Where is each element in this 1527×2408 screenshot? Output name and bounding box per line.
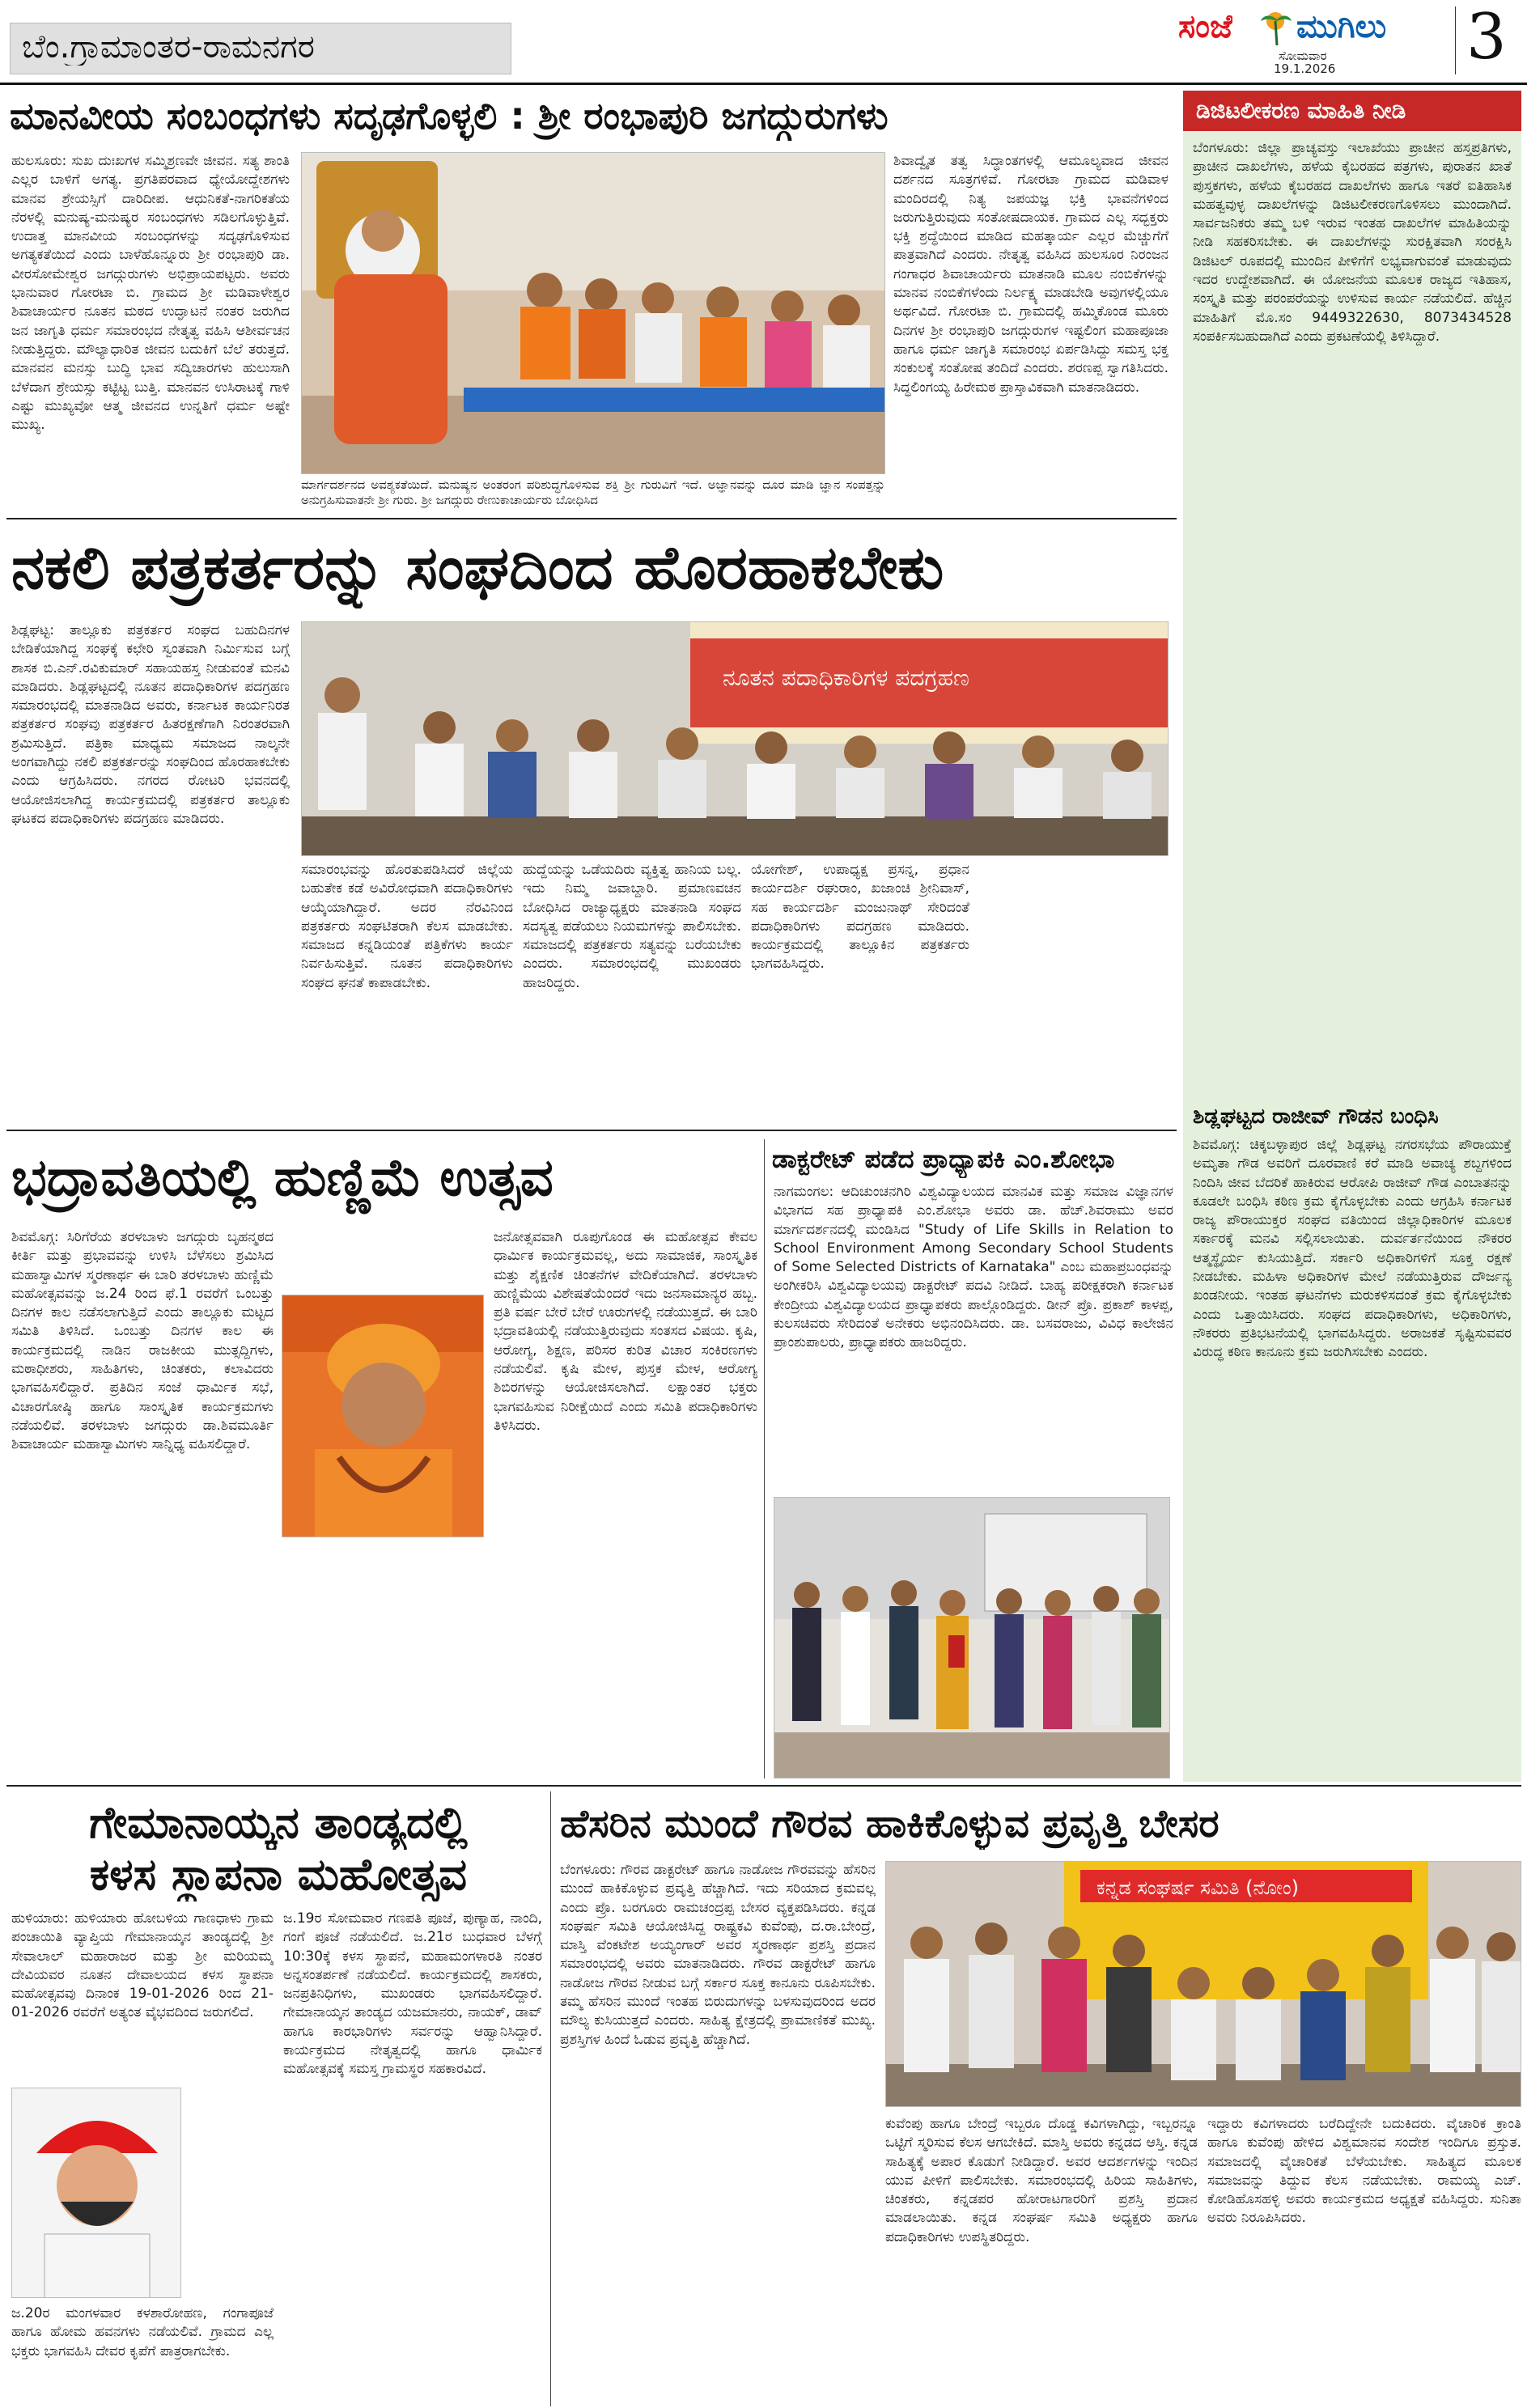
brand-part1: ಸಂಜೆ	[1178, 8, 1233, 45]
story2-column-1: ಶಿಡ್ಲಘಟ್ಟ: ತಾಲ್ಲೂಕು ಪತ್ರಕರ್ತರ ಸಂಘದ ಬಹುದಿನಗಳ ಬೇಡಿಕೆಯಾಗಿದ್ದ ಸಂಘಕ್ಕೆ ಕಛೇರಿ ಸ್ವಂತವಾಗಿ ನಿರ್ಮಿಸುವ ಬಗ್ಗೆ ಶಾಸಕ ಬಿ.ಎನ್.ರವಿಕುಮಾರ್ ಸಹಾಯಹಸ್ತ ನೀಡುವಂತೆ ಮನವಿ ಮಾಡಿದರು. ಶಿಡ್ಲಘಟ್ಟದಲ್ಲಿ ನೂತನ ಪದಾಧಿಕಾರಿಗಳ ಪದಗ್ರಹಣ ಸಮಾರಂಭದಲ್ಲಿ ಮಾತನಾಡಿದ ಅವರು, ಕರ್ನಾಟಕ ಕಾರ್ಯನಿರತ ಪತ್ರಕರ್ತರ ಸಂಘವು ಪತ್ರಕರ್ತರ ಹಿತರಕ್ಷಣೆಗಾಗಿ ನಿರಂತರವಾಗಿ ಶ್ರಮಿಸುತ್ತಿದೆ. ಪತ್ರಿಕಾ ಮಾಧ್ಯಮ ಸಮಾಜದ ನಾಲ್ಕನೇ ಅಂಗವಾಗಿದ್ದು ನಕಲಿ ಪತ್ರಕರ್ತರನ್ನು ಸಂಘದಿಂದ ಹೊರಹಾಕಬೇಕು ಎಂದು ಆಗ್ರಹಿಸಿದರು. ನಗರದ ರೋಟರಿ ಭವನದಲ್ಲಿ ಆಯೋಜಿಸಲಾಗಿದ್ದ ಕಾರ್ಯಕ್ರಮದಲ್ಲಿ ಪತ್ರಕರ್ತರ ತಾಲ್ಲೂಕು ಘಟಕದ ಪದಾಧಿಕಾರಿಗಳು ಪದಗ್ರಹಣ ಮಾಡಿದರು.	[11, 622, 290, 827]
story6-rule-left	[550, 1791, 551, 2406]
story3-column-2: ಜನೋತ್ಸವವಾಗಿ ರೂಪುಗೊಂಡ ಈ ಮಹೋತ್ಸವ ಕೇವಲ ಧಾರ್ಮಿಕ ಕಾರ್ಯಕ್ರಮವಲ್ಲ, ಅದು ಸಾಮಾಜಿಕ, ಸಾಂಸ್ಕೃತಿಕ ಮತ್ತು ಶೈಕ್ಷಣಿಕ ಚಿಂತನೆಗಳ ವೇದಿಕೆಯಾಗಿದೆ. ತರಳಬಾಳು ಹುಣ್ಣಿಮೆಯ ವಿಶೇಷತೆಯೆಂದರೆ ಇದು ಜನಸಾಮಾನ್ಯರ ಹಬ್ಬ. ಪ್ರತಿ ವರ್ಷ ಬೇರೆ ಬೇರೆ ಊರುಗಳಲ್ಲಿ ನಡೆಯುತ್ತದೆ. ಈ ಬಾರಿ ಭದ್ರಾವತಿಯಲ್ಲಿ ನಡೆಯುತ್ತಿರುವುದು ಸಂತಸದ ವಿಷಯ. ಕೃಷಿ, ಆರೋಗ್ಯ, ಶಿಕ್ಷಣ, ಪರಿಸರ ಕುರಿತ ವಿಚಾರ ಸಂಕಿರಣಗಳು ನಡೆಯಲಿವೆ. ಕೃಷಿ ಮೇಳ, ಪುಸ್ತಕ ಮೇಳ, ಆರೋಗ್ಯ ಶಿಬಿರಗಳನ್ನು ಆಯೋಜಿಸಲಾಗಿದೆ. ಲಕ್ಷಾಂತರ ಭಕ್ತರು ಭಾಗವಹಿಸುವ ನಿರೀಕ್ಷೆಯಿದೆ ಎಂದು ಸಮಿತಿ ಪದಾಧಿಕಾರಿಗಳು ತಿಳಿಸಿದರು.	[494, 1229, 757, 1434]
sevalal-maharaj-portrait	[12, 2088, 181, 2298]
journalists-stage-image	[302, 622, 1169, 856]
story2-column-3: ಹುದ್ದೆಯನ್ನು ಒಡೆಯದಿರು ವ್ಯಕ್ತಿತ್ವ ಹಾನಿಯ ಬಲ್ಲ. ಇದು ನಿಮ್ಮ ಜವಾಬ್ದಾರಿ. ಪ್ರಮಾಣವಚನ ಬೋಧಿಸಿದ ರಾಜ್ಯಾಧ್ಯಕ್ಷರು ಮಾತನಾಡಿ ಸಂಘದ ಸದಸ್ಯತ್ವ ಪಡೆಯಲು ನಿಯಮಗಳನ್ನು ಪಾಲಿಸಬೇಕು. ಸಮಾಜದಲ್ಲಿ ಪತ್ರಕರ್ತರು ಸತ್ಯವನ್ನು ಬರೆಯಬೇಕು ಎಂದರು. ಸಮಾರಂಭದಲ್ಲಿ ಮುಖಂಡರು ಹಾಜರಿದ್ದರು.	[523, 862, 741, 991]
section-tab	[10, 23, 511, 74]
story5-headline-line2: ಕಳಸ ಸ್ಥಾಪನಾ ಮಹೋತ್ಸವ	[89, 1849, 468, 1900]
story6-headline: ಹೆಸರಿನ ಮುಂದೆ ಗೌರವ ಹಾಕಿಕೊಳ್ಳುವ ಪ್ರವೃತ್ತಿ ಬೇಸರ	[560, 1801, 1219, 1846]
story1-column-3: ಶಿವಾದ್ವೈತ ತತ್ವ ಸಿದ್ಧಾಂತಗಳಲ್ಲಿ ಆಮೂಲ್ಯವಾದ ಜೀವನ ದರ್ಶನದ ಸೂತ್ರಗಳಿವೆ. ಗೋರಟಾ ಗ್ರಾಮದ ಮಡಿವಾಳ ಮಂದಿರದಲ್ಲಿ ನಿತ್ಯ ಜಪಯಜ್ಞ ಭಕ್ತಿ ಭಾವನೆಗಳಿಂದ ಜರುಗುತ್ತಿರುವುದು ಸಂತೋಷದಾಯಕ. ಗ್ರಾಮದ ಎಲ್ಲ ಸದ್ಭಕ್ತರು ಭಕ್ತಿ ಶ್ರದ್ಧೆಯಿಂದ ಮಾಡಿದ ಮಹತ್ಕಾರ್ಯ ಎಲ್ಲರ ಮೆಚ್ಚುಗೆಗೆ ಪಾತ್ರವಾಗಿದೆ ಎಂದರು. ನೇತೃತ್ವ ವಹಿಸಿದ ಹುಲಸೂರ ನಿರಂಜನ ಗಂಗಾಧರ ಶಿವಾಚಾರ್ಯರು ಮಾತನಾಡಿ ಮೂಲ ನಂಬಿಕೆಗಳನ್ನು ಮಾನವ ನಂಬಿಕೆಗಳೆಂದು ನಿರ್ಲಕ್ಷ್ಯ ಮಾಡಬೇಡಿ ಅವುಗಳಲ್ಲಿಯೂ ಅರ್ಥವಿದೆ. ಗೋರಟಾ ಬಿ. ಗ್ರಾಮದಲ್ಲಿ ಹಮ್ಮಿಕೊಂಡ ಮೂರು ದಿನಗಳ ಶ್ರೀ ರಂಭಾಪುರಿ ಜಗದ್ಗುರುಗಳ ಇಷ್ಟಲಿಂಗ ಮಹಾಪೂಜಾ ಹಾಗೂ ಧರ್ಮ ಜಾಗೃತಿ ಸಮಾರಂಭ ಏರ್ಪಡಿಸಿದ್ದು ಸಮಸ್ತ ಭಕ್ತ ಸಂಕುಲಕ್ಕೆ ಸಂತೋಷ ತಂದಿದೆ ಎಂದರು. ಶರಣಪ್ಪ ಸ್ವಾಗತಿಸಿದರು. ಸಿದ್ಧಲಿಂಗಯ್ಯ ಹಿರೇಮಠ ಪ್ರಾಸ್ತಾವಿಕವಾಗಿ ಮಾತನಾಡಿದರು.	[893, 153, 1169, 396]
header-divider	[1455, 6, 1456, 74]
sidebar-headline-box	[1183, 91, 1521, 131]
rule-story1	[6, 518, 1177, 519]
story5-photo	[11, 2088, 181, 2298]
story6-photo	[885, 1861, 1521, 2107]
story5-headline-line1: ಗೇಮಾನಾಯ್ಕನ ತಾಂಡ್ಯದಲ್ಲಿ	[89, 1797, 468, 1848]
swamiji-ceremony-image	[302, 153, 885, 474]
story4-rule-left	[764, 1139, 765, 1778]
story1-column-1: ಹುಲಸೂರು: ಸುಖ ದುಃಖಗಳ ಸಮ್ಮಿಶ್ರಣವೇ ಜೀವನ. ಸತ್ಯ ಶಾಂತಿ ಎಲ್ಲರ ಬಾಳಿಗೆ ಅಗತ್ಯ. ಪ್ರಗತಿಪರವಾದ ಧ್ಯೇಯೋದ್ದೇಶಗಳು ಮಾನವ ಶ್ರೇಯಸ್ಸಿಗೆ ದಾರಿದೀಪ. ಆಧುನಿಕತೆ-ನಾಗರಿಕತೆಯ ನೆರಳಲ್ಲಿ ಮನುಷ್ಯ-ಮನುಷ್ಯರ ಸಂಬಂಧಗಳು ಸಡಿಲಗೊಳ್ಳುತ್ತಿವೆ. ಉದಾತ್ತ ಮಾನವೀಯ ಸಂಬಂಧಗಳನ್ನು ಸದೃಢಗೊಳಿಸುವ ಅಗತ್ಯಕತೆಯಿದೆ ಎಂದು ಬಾಳೆಹೊನ್ನೂರು ಶ್ರೀ ರಂಭಾಪುರಿ ಡಾ. ವೀರಸೋಮೇಶ್ವರ ಜಗದ್ಗುರುಗಳು ಅಭಿಪ್ರಾಯಪಟ್ಟರು. ಅವರು ಭಾನುವಾರ ಗೋರಟಾ ಬಿ. ಗ್ರಾಮದ ಶ್ರೀ ಮಡಿವಾಳೇಶ್ವರ ಶಿವಾಚಾರ್ಯರ ನೂತನ ಮಠದ ಉದ್ಘಾಟನೆ ನಂತರ ಜರುಗಿದ ಜನ ಜಾಗೃತಿ ಧರ್ಮ ಸಮಾರಂಭದ ನೇತೃತ್ವ ವಹಿಸಿ ಆಶೀರ್ವಚನ ನೀಡುತ್ತಿದ್ದರು. ಮೌಲ್ಯಾಧಾರಿತ ಜೀವನ ಬದುಕಿಗೆ ಬೆಲೆ ತರುತ್ತದೆ. ಮಾನವನ ಮನಸ್ಸು ಬುದ್ಧಿ ಭಾವ ಸದ್ವಿಚಾರಗಳು ಹುಲುಸಾಗಿ ಬೆಳೆದಾಗ ಶ್ರೇಯಸ್ಸು ಕಟ್ಟಿಟ್ಟ ಬುತ್ತಿ. ಮಾನವನ ಉಸಿರಾಟಕ್ಕೆ ಗಾಳಿ ಎಷ್ಟು ಮುಖ್ಯವೋ ಆತ್ಮ ಜೀವನದ ಉನ್ನತಿಗೆ ಧರ್ಮ ಅಷ್ಟೇ ಮುಖ್ಯ.	[11, 153, 290, 434]
swamiji-portrait-image	[282, 1295, 484, 1537]
story2-headline: ನಕಲಿ ಪತ್ರಕರ್ತರನ್ನು ಸಂಘದಿಂದ ಹೊರಹಾಕಬೇಕು	[11, 533, 944, 603]
story4-photo	[774, 1497, 1170, 1778]
story3-headline: ಭದ್ರಾವತಿಯಲ್ಲಿ ಹುಣ್ಣಿಮೆ ಉತ್ಸವ	[11, 1148, 554, 1208]
header-rule	[0, 83, 1527, 85]
story1-photo	[301, 152, 885, 474]
date: 19.1.2026	[1274, 61, 1336, 76]
rule-story2	[6, 1130, 1177, 1131]
story4-headline: ಡಾಕ್ಟರೇಟ್ ಪಡೆದ ಪ್ರಾಧ್ಯಾಪಕಿ ಎಂ.ಶೋಭಾ	[772, 1145, 1115, 1174]
masthead	[1178, 8, 1445, 76]
banner-text: ಕನ್ನಡ ಸಂಘರ್ಷ ಸಮಿತಿ (ನೋಂ)	[1096, 1876, 1300, 1899]
story3-photo	[282, 1295, 484, 1537]
story2-column-2: ಸಮಾರಂಭವನ್ನು ಹೊರತುಪಡಿಸಿದರೆ ಜಿಲ್ಲೆಯ ಬಹುತೇಕ ಕಡೆ ಅವಿರೋಧವಾಗಿ ಪದಾಧಿಕಾರಿಗಳು ಆಯ್ಕೆಯಾಗಿದ್ದಾರೆ. ಅದರ ನೆರವಿನಿಂದ ಪತ್ರಕರ್ತರು ಸಂಘಟಿತರಾಗಿ ಕೆಲಸ ಮಾಡಬೇಕು. ಸಮಾಜದ ಕನ್ನಡಿಯಂತೆ ಪತ್ರಿಕೆಗಳು ಕಾರ್ಯ ನಿರ್ವಹಿಸುತ್ತಿವೆ. ನೂತನ ಪದಾಧಿಕಾರಿಗಳು ಸಂಘದ ಘನತೆ ಕಾಪಾಡಬೇಕು.	[301, 862, 513, 991]
story6-column-3: ಇದ್ದಾರು ಕವಿಗಳಾದರು ಬರೆದಿದ್ದೇನೇ ಬದುಕಿದರು. ವೈಚಾರಿಕ ಕ್ರಾಂತಿ ಹಾಗೂ ಕುವೆಂಪು ಹೇಳಿದ ವಿಶ್ವಮಾನವ ಸಂದೇಶ ಇಂದಿಗೂ ಪ್ರಸ್ತುತ. ಸಮಾಜದಲ್ಲಿ ವೈಚಾರಿಕತೆ ಬೆಳೆಯಬೇಕು. ಸಾಹಿತ್ಯದ ಮೂಲಕ ಸಮಾಜವನ್ನು ತಿದ್ದುವ ಕೆಲಸ ನಡೆಯಬೇಕು. ರಾಮಯ್ಯ ಎಚ್. ಕೋಡಿಹೊಸಹಳ್ಳಿ ಅವರು ಕಾರ್ಯಕ್ರಮದ ಅಧ್ಯಕ್ಷತೆ ವಹಿಸಿದ್ದರು. ಸುನಿತಾ ಅವರು ನಿರೂಪಿಸಿದರು.	[1207, 2116, 1521, 2227]
story5-column-1-top: ಹುಳಿಯಾರು: ಹುಳಿಯಾರು ಹೋಬಳಿಯ ಗಾಣಧಾಳು ಗ್ರಾಮ ಪಂಚಾಯಿತಿ ವ್ಯಾಪ್ತಿಯ ಗೇಮಾನಾಯ್ಕನ ತಾಂಡ್ಯದಲ್ಲಿ ಶ್ರೀ ಸೇವಾಲಾಲ್ ಮಹಾರಾಜರ ಮತ್ತು ಶ್ರೀ ಮರಿಯಮ್ಮ ದೇವಿಯವರ ನೂತನ ದೇವಾಲಯದ ಕಳಸ ಸ್ಥಾಪನಾ ಮಹೋತ್ಸವವು ದಿನಾಂಕ 19-01-2026 ರಿಂದ 21-01-2026 ರವರೆಗೆ ಅತ್ಯಂತ ವೈಭವದಿಂದ ಜರುಗಲಿದೆ.	[11, 1910, 274, 2021]
palm-tree-icon	[1259, 10, 1292, 45]
weekday: ಸೋಮವಾರ	[1279, 49, 1327, 63]
sidebar-body-2: ಶಿವಮೊಗ್ಗ: ಚಿಕ್ಕಬಳ್ಳಾಪುರ ಜಿಲ್ಲೆ ಶಿಡ್ಲಘಟ್ಟ ನಗರಸಭೆಯ ಪೌರಾಯುಕ್ತೆ ಅಮೃತಾ ಗೌಡ ಅವರಿಗೆ ದೂರವಾಣಿ ಕರೆ ಮಾಡಿ ಅವಾಚ್ಯ ಶಬ್ದಗಳಿಂದ ನಿಂದಿಸಿ ಜೀವ ಬೆದರಿಕೆ ಹಾಕಿರುವ ಆರೋಪಿ ರಾಜೀವ್ ಗೌಡ ಎಂಬಾತನನ್ನು ಕೂಡಲೇ ಬಂಧಿಸಿ ಕಠಿಣ ಕ್ರಮ ಕೈಗೊಳ್ಳಬೇಕು ಎಂದು ಆಗ್ರಹಿಸಿ ಕರ್ನಾಟಕ ರಾಜ್ಯ ಪೌರಾಯುಕ್ತರ ಸಂಘದ ವತಿಯಿಂದ ಜಿಲ್ಲಾಧಿಕಾರಿಗಳ ಮೂಲಕ ಸರ್ಕಾರಕ್ಕೆ ಮನವಿ ಸಲ್ಲಿಸಲಾಯಿತು. ದುರ್ವರ್ತನೆಯಿಂದ ನೌಕರರ ಆತ್ಮಸ್ಥೈರ್ಯ ಕುಸಿಯುತ್ತಿದೆ. ಸರ್ಕಾರಿ ಅಧಿಕಾರಿಗಳಿಗೆ ಸೂಕ್ತ ರಕ್ಷಣೆ ನೀಡಬೇಕು. ಮಹಿಳಾ ಅಧಿಕಾರಿಗಳ ಮೇಲೆ ನಡೆಯುತ್ತಿರುವ ದೌರ್ಜನ್ಯ ಖಂಡನೀಯ. ಇಂತಹ ಘಟನೆಗಳು ಮರುಕಳಿಸದಂತೆ ಕ್ರಮ ಕೈಗೊಳ್ಳಬೇಕು ಎಂದು ಒತ್ತಾಯಿಸಿದರು. ಸಂಘದ ಪದಾಧಿಕಾರಿಗಳು, ಅಧಿಕಾರಿಗಳು, ನೌಕರರು ಪ್ರತಿಭಟನೆಯಲ್ಲಿ ಭಾಗವಹಿಸಿದ್ದರು. ಅರಾಜಕತೆ ಸೃಷ್ಟಿಸುವವರ ವಿರುದ್ಧ ಕಠಿಣ ಕಾನೂನು ಕ್ರಮ ಜರುಗಿಸಬೇಕು ಎಂದರು.	[1193, 1137, 1512, 1361]
section-name: ಬೆಂ.ಗ್ರಾಮಾಂತರ-ರಾಮನಗರ	[22, 28, 315, 66]
story5-column-1-bottom: ಜ.20ರ ಮಂಗಳವಾರ ಕಳಶಾರೋಹಣ, ಗಂಗಾಪೂಜೆ ಹಾಗೂ ಹೋಮ ಹವನಗಳು ನಡೆಯಲಿವೆ. ಗ್ರಾಮದ ಎಲ್ಲ ಭಕ್ತರು ಭಾಗವಹಿಸಿ ದೇವರ ಕೃಪೆಗೆ ಪಾತ್ರರಾಗಬೇಕು.	[11, 2305, 274, 2359]
award-ceremony-image	[886, 1862, 1521, 2107]
story4-body: ನಾಗಮಂಗಲ: ಆದಿಚುಂಚನಗಿರಿ ವಿಶ್ವವಿದ್ಯಾಲಯದ ಮಾನವಿಕ ಮತ್ತು ಸಮಾಜ ವಿಜ್ಞಾನಗಳ ವಿಭಾಗದ ಸಹ ಪ್ರಾಧ್ಯಾಪಕಿ ಎಂ.ಶೋಭಾ ಅವರು ಡಾ. ಹೆಚ್.ಶಿವರಾಮು ಅವರ ಮಾರ್ಗದರ್ಶನದಲ್ಲಿ ಮಂಡಿಸಿದ "Study of Life Skills in Relation to School Environment Among Secondary School Students of Some Selected Districts of Karnataka" ಎಂಬ ಮಹಾಪ್ರಬಂಧವನ್ನು ಅಂಗೀಕರಿಸಿ ವಿಶ್ವವಿದ್ಯಾಲಯವು ಡಾಕ್ಟರೇಟ್ ಪದವಿ ನೀಡಿದೆ. ಬಾಹ್ಯ ಪರೀಕ್ಷಕರಾಗಿ ಕರ್ನಾಟಕ ಕೇಂದ್ರೀಯ ವಿಶ್ವವಿದ್ಯಾಲಯದ ಪ್ರಾಧ್ಯಾಪಕರು ಪಾಲ್ಗೊಂಡಿದ್ದರು. ಡೀನ್ ಪ್ರೊ. ಪ್ರಕಾಶ್ ಕಾಳಪ್ಪ, ಕುಲಸಚಿವರು ಸೇರಿದಂತೆ ಅನೇಕರು ಅಭಿನಂದಿಸಿದರು. ಡಾ. ಬಸವರಾಜು, ವಿವಿಧ ಕಾಲೇಜಿನ ಪ್ರಾಂಶುಪಾಲರು, ಪ್ರಾಧ್ಯಾಪಕರು ಹಾಜರಿದ್ದರು.	[774, 1184, 1173, 1351]
page-number: 3	[1466, 1, 1507, 74]
doctorate-felicitation-image	[774, 1498, 1170, 1778]
story6-column-2: ಕುವೆಂಪು ಹಾಗೂ ಬೇಂದ್ರೆ ಇಬ್ಬರೂ ದೊಡ್ಡ ಕವಿಗಳಾಗಿದ್ದು, ಇಬ್ಬರನ್ನೂ ಒಟ್ಟಿಗೆ ಸ್ಮರಿಸುವ ಕೆಲಸ ಆಗಬೇಕಿದೆ. ಮಾಸ್ತಿ ಅವರು ಕನ್ನಡದ ಆಸ್ತಿ. ಕನ್ನಡ ಸಾಹಿತ್ಯಕ್ಕೆ ಅಪಾರ ಕೊಡುಗೆ ನೀಡಿದ್ದಾರೆ. ಅವರ ಆದರ್ಶಗಳನ್ನು ಇಂದಿನ ಯುವ ಪೀಳಿಗೆ ಪಾಲಿಸಬೇಕು. ಸಮಾರಂಭದಲ್ಲಿ ಹಿರಿಯ ಸಾಹಿತಿಗಳು, ಚಿಂತಕರು, ಕನ್ನಡಪರ ಹೋರಾಟಗಾರರಿಗೆ ಪ್ರಶಸ್ತಿ ಪ್ರದಾನ ಮಾಡಲಾಯಿತು. ಕನ್ನಡ ಸಂಘರ್ಷ ಸಮಿತಿ ಅಧ್ಯಕ್ಷರು ಹಾಗೂ ಪದಾಧಿಕಾರಿಗಳು ಉಪಸ್ಥಿತರಿದ್ದರು.	[885, 2116, 1198, 2245]
sidebar-body: ಬೆಂಗಳೂರು: ಜಿಲ್ಲಾ ಪ್ರಾಚ್ಯವಸ್ತು ಇಲಾಖೆಯು ಪ್ರಾಚೀನ ಹಸ್ತಪ್ರತಿಗಳು, ಪ್ರಾಚೀನ ದಾಖಲೆಗಳು, ಹಳೆಯ ಕೈಬರಹದ ಪತ್ರಗಳು, ಪುರಾತನ ಖಾತೆ ಪುಸ್ತಕಗಳು, ಹಳೆಯ ಕೈಬರಹದ ದಾಖಲೆಗಳು ಹಾಗೂ ಇತರೆ ಐತಿಹಾಸಿಕ ಮಹತ್ವವುಳ್ಳ ದಾಖಲೆಗಳನ್ನು ಡಿಜಿಟಲೀಕರಣಗೊಳಿಸಲು ಮುಂದಾಗಿದೆ. ಸಾರ್ವಜನಿಕರು ತಮ್ಮ ಬಳಿ ಇರುವ ಇಂತಹ ದಾಖಲೆಗಳ ಮಾಹಿತಿಯನ್ನು ನೀಡಿ ಸಹಕರಿಸಬೇಕು. ಈ ದಾಖಲೆಗಳನ್ನು ಸುರಕ್ಷಿತವಾಗಿ ಸಂರಕ್ಷಿಸಿ ಡಿಜಿಟಲ್ ರೂಪದಲ್ಲಿ ಮುಂದಿನ ಪೀಳಿಗೆಗೆ ಲಭ್ಯವಾಗುವಂತೆ ಮಾಡುವುದು ಇದರ ಉದ್ದೇಶವಾಗಿದೆ. ಈ ಯೋಜನೆಯ ಮೂಲಕ ರಾಜ್ಯದ ಇತಿಹಾಸ, ಸಂಸ್ಕೃತಿ ಮತ್ತು ಪರಂಪರೆಯನ್ನು ಉಳಿಸುವ ಕಾರ್ಯ ನಡೆಯಲಿದೆ. ಹೆಚ್ಚಿನ ಮಾಹಿತಿಗೆ ಮೊ.ಸಂ 9449322630, 8073434528 ಸಂಪರ್ಕಿಸಬಹುದಾಗಿದೆ ಎಂದು ಪ್ರಕಟಣೆಯಲ್ಲಿ ತಿಳಿಸಿದ್ದಾರೆ.	[1193, 140, 1512, 345]
banner-text: ನೂತನ ಪದಾಧಿಕಾರಿಗಳ ಪದಗ್ರಹಣ	[723, 664, 969, 691]
header-bar	[0, 0, 1527, 81]
story1-headline: ಮಾನವೀಯ ಸಂಬಂಧಗಳು ಸದೃಢಗೊಳ್ಳಲಿ : ಶ್ರೀ ರಂಭಾಪುರಿ ಜಗದ್ಗುರುಗಳು	[10, 94, 889, 138]
story3-column-1: ಶಿವಮೊಗ್ಗ: ಸಿರಿಗೆರೆಯ ತರಳಬಾಳು ಜಗದ್ಗುರು ಬೃಹನ್ಮಠದ ಕೀರ್ತಿ ಮತ್ತು ಪ್ರಭಾವವನ್ನು ಉಳಿಸಿ ಬೆಳೆಸಲು ಶ್ರಮಿಸಿದ ಮಹಾಸ್ವಾಮಿಗಳ ಸ್ಮರಣಾರ್ಥ ಈ ಬಾರಿ ತರಳಬಾಳು ಹುಣ್ಣಿಮೆ ಮಹೋತ್ಸವವನ್ನು ಜ.24 ರಿಂದ ಫೆ.1 ರವರೆಗೆ ಒಂಬತ್ತು ದಿನಗಳ ಕಾಲ ನಡೆಸಲಾಗುತ್ತಿದೆ ಎಂದು ತಾಲ್ಲೂಕು ಮಟ್ಟದ ಸಮಿತಿ ತಿಳಿಸಿದೆ. ಒಂಬತ್ತು ದಿನಗಳ ಕಾಲ ಈ ಕಾರ್ಯಕ್ರಮದಲ್ಲಿ ನಾಡಿನ ರಾಜಕೀಯ ಮುತ್ಸದ್ದಿಗಳು, ಮಠಾಧೀಶರು, ಸಾಹಿತಿಗಳು, ಚಿಂತಕರು, ಕಲಾವಿದರು ಭಾಗವಹಿಸಲಿದ್ದಾರೆ. ಪ್ರತಿದಿನ ಸಂಜೆ ಧಾರ್ಮಿಕ ಸಭೆ, ವಿಚಾರಗೋಷ್ಠಿ ಹಾಗೂ ಸಾಂಸ್ಕೃತಿಕ ಕಾರ್ಯಕ್ರಮಗಳು ನಡೆಯಲಿವೆ. ತರಳಬಾಳು ಜಗದ್ಗುರು ಡಾ.ಶಿವಮೂರ್ತಿ ಶಿವಾಚಾರ್ಯ ಮಹಾಸ್ವಾಮಿಗಳು ಸಾನ್ನಿಧ್ಯ ವಹಿಸಲಿದ್ದಾರೆ.	[11, 1229, 274, 1453]
story5-column-1-side	[188, 2088, 274, 2298]
story6-column-1: ಬೆಂಗಳೂರು: ಗೌರವ ಡಾಕ್ಟರೇಟ್ ಹಾಗೂ ನಾಡೋಜ ಗೌರವವನ್ನು ಹೆಸರಿನ ಮುಂದೆ ಹಾಕಿಕೊಳ್ಳುವ ಪ್ರವೃತ್ತಿ ಹೆಚ್ಚಾಗಿದೆ. ಇದು ಸರಿಯಾದ ಕ್ರಮವಲ್ಲ ಎಂದು ಪ್ರೊ. ಬರಗೂರು ರಾಮಚಂದ್ರಪ್ಪ ಬೇಸರ ವ್ಯಕ್ತಪಡಿಸಿದರು. ಕನ್ನಡ ಸಂಘರ್ಷ ಸಮಿತಿ ಆಯೋಜಿಸಿದ್ದ ರಾಷ್ಟ್ರಕವಿ ಕುವೆಂಪು, ದ.ರಾ.ಬೇಂದ್ರೆ, ಮಾಸ್ತಿ ವೆಂಕಟೇಶ ಅಯ್ಯಂಗಾರ್ ಅವರ ಸ್ಮರಣಾರ್ಥ ಪ್ರಶಸ್ತಿ ಪ್ರದಾನ ಸಮಾರಂಭದಲ್ಲಿ ಅವರು ಮಾತನಾಡಿದರು. ಗೌರವ ಡಾಕ್ಟರೇಟ್ ಹಾಗೂ ನಾಡೋಜ ಗೌರವ ನೀಡುವ ಬಗ್ಗೆ ಸರ್ಕಾರ ಸೂಕ್ತ ಕಾನೂನು ರೂಪಿಸಬೇಕು. ತಮ್ಮ ಹೆಸರಿನ ಮುಂದೆ ಇಂತಹ ಬಿರುದುಗಳನ್ನು ಬಳಸುವುದರಿಂದ ಅದರ ಮೌಲ್ಯ ಕುಸಿಯುತ್ತದೆ ಎಂದರು. ಸಾಹಿತ್ಯ ಕ್ಷೇತ್ರದಲ್ಲಿ ಪ್ರಾಮಾಣಿಕತೆ ಮುಖ್ಯ. ಪ್ರಶಸ್ತಿಗಳ ಹಿಂದೆ ಓಡುವ ಪ್ರವೃತ್ತಿ ಹೆಚ್ಚಾಗಿದೆ.	[560, 1862, 876, 2048]
rule-story3	[6, 1785, 1521, 1787]
brand-part2: ಮುಗಿಲು	[1296, 8, 1387, 45]
story3-column-1b	[282, 1545, 484, 1774]
story1-column-1-cont	[11, 461, 290, 511]
story2-photo	[301, 621, 1169, 856]
story1-photo-caption: ಮಾರ್ಗದರ್ಶನದ ಅವಶ್ಯಕತೆಯಿದೆ. ಮನುಷ್ಯನ ಅಂತರಂಗ ಪರಿಶುದ್ಧಗೊಳಿಸುವ ಶಕ್ತಿ ಶ್ರೀ ಗುರುವಿಗೆ ಇದೆ. ಅಜ್ಞಾನವನ್ನು ದೂರ ಮಾಡಿ ಜ್ಞಾನ ಸಂಪತ್ತನ್ನು ಅನುಗ್ರಹಿಸುವಾತನೇ ಶ್ರೀ ಗುರು. ಶ್ರೀ ಜಗದ್ಗುರು ರೇಣುಕಾಚಾರ್ಯರು ಬೋಧಿಸಿದ	[301, 477, 885, 507]
story2-column-4: ಯೋಗೇಶ್, ಉಪಾಧ್ಯಕ್ಷ ಪ್ರಸನ್ನ, ಪ್ರಧಾನ ಕಾರ್ಯದರ್ಶಿ ರಘುರಾಂ, ಖಜಾಂಚಿ ಶ್ರೀನಿವಾಸ್, ಸಹ ಕಾರ್ಯದರ್ಶಿ ಮಂಜುನಾಥ್ ಸೇರಿದಂತೆ ಪದಾಧಿಕಾರಿಗಳು ಪದಗ್ರಹಣ ಮಾಡಿದರು. ಕಾರ್ಯಕ್ರಮದಲ್ಲಿ ತಾಲ್ಲೂಕಿನ ಪತ್ರಕರ್ತರು ಭಾಗವಹಿಸಿದ್ದರು.	[751, 862, 969, 973]
sidebar-headline: ಡಿಜಿಟಲೀಕರಣ ಮಾಹಿತಿ ನೀಡಿ	[1196, 97, 1406, 124]
sidebar-headline-2: ಶಿಡ್ಲಘಟ್ಟದ ರಾಜೀವ್ ಗೌಡನ ಬಂಧಿಸಿ	[1193, 1104, 1439, 1129]
story5-column-2: ಜ.19ರ ಸೋಮವಾರ ಗಣಪತಿ ಪೂಜೆ, ಪುಣ್ಯಾಹ, ನಾಂದಿ, ಗಂಗೆ ಪೂಜೆ ನಡೆಯಲಿದೆ. ಜ.21ರ ಬುಧವಾರ ಬೆಳಗ್ಗೆ 10:30ಕ್ಕೆ ಕಳಸ ಸ್ಥಾಪನೆ, ಮಹಾಮಂಗಳಾರತಿ ನಂತರ ಅನ್ನಸಂತರ್ಪಣೆ ನಡೆಯಲಿದೆ. ಕಾರ್ಯಕ್ರಮದಲ್ಲಿ ಶಾಸಕರು, ಜನಪ್ರತಿನಿಧಿಗಳು, ಮುಖಂಡರು ಭಾಗವಹಿಸಲಿದ್ದಾರೆ. ಗೇಮಾನಾಯ್ಕನ ತಾಂಡ್ಯದ ಯಜಮಾನರು, ನಾಯಕ್, ಡಾವ್ ಹಾಗೂ ಕಾರಭಾರಿಗಳು ಸರ್ವರನ್ನು ಆಹ್ವಾನಿಸಿದ್ದಾರೆ. ಕಾರ್ಯಕ್ರಮದ ನೇತೃತ್ವದಲ್ಲಿ ಹಾಗೂ ಧಾರ್ಮಿಕ ಮಹೋತ್ಸವಕ್ಕೆ ಸಮಸ್ತ ಗ್ರಾಮಸ್ಥರ ಸಹಕಾರವಿದೆ.	[283, 1910, 542, 2078]
sidebar	[1183, 91, 1521, 1782]
story2-column-5	[979, 861, 1169, 1123]
